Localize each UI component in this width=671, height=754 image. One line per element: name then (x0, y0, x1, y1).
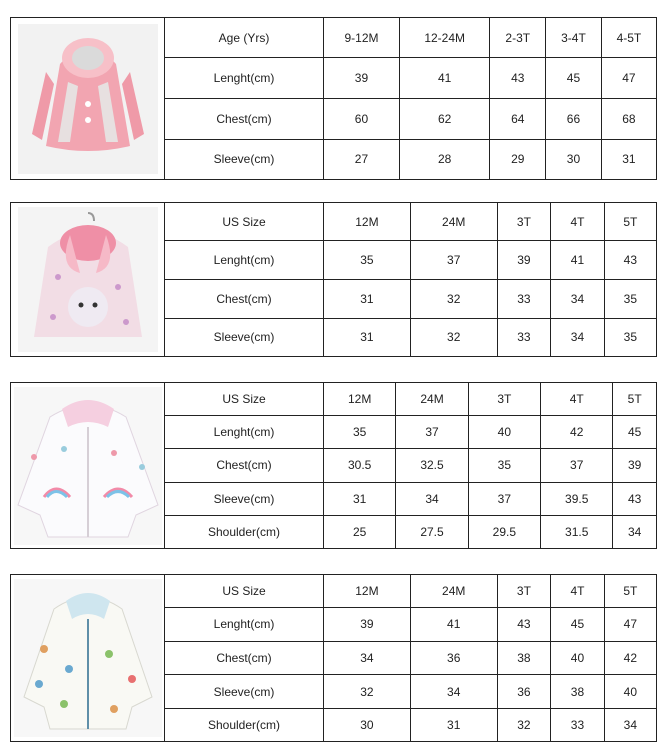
header-cell: 24M (410, 575, 497, 608)
header-cell: 5T (604, 575, 656, 608)
value-cell: 40 (604, 675, 656, 709)
table-row (165, 98, 656, 139)
value-cell: 25 (324, 516, 396, 548)
value-cell: 36 (497, 675, 551, 709)
table-row (165, 139, 656, 179)
value-cell: 35 (324, 241, 411, 280)
value-cell: 30 (546, 139, 602, 179)
row-label-cell: Lenght(cm) (165, 415, 324, 448)
value-cell: 35 (604, 279, 656, 318)
size-chart-block-2 (10, 202, 657, 357)
table-row (165, 318, 656, 356)
value-cell: 31 (601, 139, 656, 179)
table-row (165, 482, 656, 515)
value-cell: 34 (396, 482, 468, 515)
row-label-cell: Sleeve(cm) (165, 318, 324, 356)
table-row (165, 608, 656, 642)
value-cell: 39 (324, 58, 400, 99)
value-cell: 43 (497, 608, 551, 642)
product-photo-pink-coat (11, 18, 165, 179)
size-chart-block-3 (10, 382, 657, 549)
value-cell: 45 (546, 58, 602, 99)
animal-jacket-image (14, 579, 162, 737)
row-label-cell: Chest(cm) (165, 98, 324, 139)
size-chart-block-1 (10, 17, 657, 180)
value-cell: 39 (497, 241, 551, 280)
value-cell: 37 (468, 482, 540, 515)
header-row (165, 575, 656, 608)
row-label-cell: Chest(cm) (165, 279, 324, 318)
header-row (165, 18, 656, 58)
value-cell: 47 (604, 608, 656, 642)
header-cell: 5T (613, 383, 656, 415)
unicorn-jacket-image (14, 387, 162, 545)
table-row (165, 641, 656, 675)
product-photo-floral-jacket (11, 203, 165, 356)
value-cell: 45 (613, 415, 656, 448)
header-cell: 3T (497, 575, 551, 608)
row-label-cell: Lenght(cm) (165, 241, 324, 280)
table-row (165, 675, 656, 709)
header-cell: 4-5T (601, 18, 656, 58)
table-row (165, 279, 656, 318)
value-cell: 33 (551, 708, 605, 741)
floral-jacket-image (18, 207, 158, 352)
table-row (165, 415, 656, 448)
value-cell: 27 (324, 139, 400, 179)
table-row (165, 516, 656, 548)
value-cell: 43 (613, 482, 656, 515)
value-cell: 36 (410, 641, 497, 675)
value-cell: 34 (551, 279, 605, 318)
row-label-cell: Shoulder(cm) (165, 516, 324, 548)
value-cell: 43 (604, 241, 656, 280)
value-cell: 62 (399, 98, 489, 139)
table-row (165, 241, 656, 280)
value-cell: 39 (324, 608, 411, 642)
value-cell: 41 (399, 58, 489, 99)
value-cell: 31.5 (541, 516, 613, 548)
row-label-cell: Sleeve(cm) (165, 482, 324, 515)
value-cell: 31 (324, 482, 396, 515)
size-table-3 (165, 383, 656, 548)
value-cell: 32 (410, 279, 497, 318)
header-cell: 3-4T (546, 18, 602, 58)
header-cell: US Size (165, 575, 324, 608)
table-row (165, 708, 656, 741)
value-cell: 42 (604, 641, 656, 675)
value-cell: 37 (410, 241, 497, 280)
value-cell: 27.5 (396, 516, 468, 548)
table-row (165, 449, 656, 482)
row-label-cell: Sleeve(cm) (165, 675, 324, 709)
header-cell: 12M (324, 575, 411, 608)
value-cell: 64 (490, 98, 546, 139)
header-cell: 24M (410, 203, 497, 241)
header-cell: US Size (165, 383, 324, 415)
value-cell: 33 (497, 279, 551, 318)
header-row (165, 383, 656, 415)
value-cell: 60 (324, 98, 400, 139)
header-cell: 24M (396, 383, 468, 415)
value-cell: 47 (601, 58, 656, 99)
header-cell: 4T (551, 575, 605, 608)
value-cell: 30.5 (324, 449, 396, 482)
value-cell: 39 (613, 449, 656, 482)
row-label-cell: Shoulder(cm) (165, 708, 324, 741)
value-cell: 31 (410, 708, 497, 741)
row-label-cell: Lenght(cm) (165, 58, 324, 99)
value-cell: 34 (604, 708, 656, 741)
value-cell: 34 (324, 641, 411, 675)
value-cell: 35 (604, 318, 656, 356)
table-row (165, 58, 656, 99)
value-cell: 45 (551, 608, 605, 642)
value-cell: 30 (324, 708, 411, 741)
value-cell: 41 (410, 608, 497, 642)
value-cell: 32 (497, 708, 551, 741)
value-cell: 66 (546, 98, 602, 139)
row-label-cell: Sleeve(cm) (165, 139, 324, 179)
value-cell: 37 (396, 415, 468, 448)
value-cell: 68 (601, 98, 656, 139)
size-table-1 (165, 18, 656, 179)
value-cell: 38 (497, 641, 551, 675)
header-cell: 5T (604, 203, 656, 241)
header-cell: US Size (165, 203, 324, 241)
header-cell: 4T (541, 383, 613, 415)
product-photo-animal-jacket (11, 575, 165, 741)
value-cell: 29 (490, 139, 546, 179)
value-cell: 31 (324, 318, 411, 356)
header-cell: 3T (497, 203, 551, 241)
header-cell: Age (Yrs) (165, 18, 324, 58)
header-cell: 9-12M (324, 18, 400, 58)
header-cell: 2-3T (490, 18, 546, 58)
value-cell: 39.5 (541, 482, 613, 515)
value-cell: 35 (468, 449, 540, 482)
size-chart-block-4 (10, 574, 657, 742)
value-cell: 43 (490, 58, 546, 99)
value-cell: 38 (551, 675, 605, 709)
value-cell: 42 (541, 415, 613, 448)
size-table-4 (165, 575, 656, 741)
header-cell: 12-24M (399, 18, 489, 58)
row-label-cell: Chest(cm) (165, 449, 324, 482)
size-table-2 (165, 203, 656, 356)
value-cell: 32.5 (396, 449, 468, 482)
value-cell: 33 (497, 318, 551, 356)
value-cell: 29.5 (468, 516, 540, 548)
row-label-cell: Lenght(cm) (165, 608, 324, 642)
header-cell: 4T (551, 203, 605, 241)
value-cell: 40 (468, 415, 540, 448)
header-cell: 12M (324, 383, 396, 415)
value-cell: 28 (399, 139, 489, 179)
value-cell: 34 (551, 318, 605, 356)
value-cell: 32 (324, 675, 411, 709)
header-cell: 12M (324, 203, 411, 241)
header-cell: 3T (468, 383, 540, 415)
value-cell: 34 (613, 516, 656, 548)
value-cell: 41 (551, 241, 605, 280)
value-cell: 40 (551, 641, 605, 675)
value-cell: 37 (541, 449, 613, 482)
product-photo-unicorn-jacket (11, 383, 165, 548)
row-label-cell: Chest(cm) (165, 641, 324, 675)
value-cell: 34 (410, 675, 497, 709)
value-cell: 35 (324, 415, 396, 448)
pink-coat-image (18, 24, 158, 174)
header-row (165, 203, 656, 241)
value-cell: 31 (324, 279, 411, 318)
value-cell: 32 (410, 318, 497, 356)
